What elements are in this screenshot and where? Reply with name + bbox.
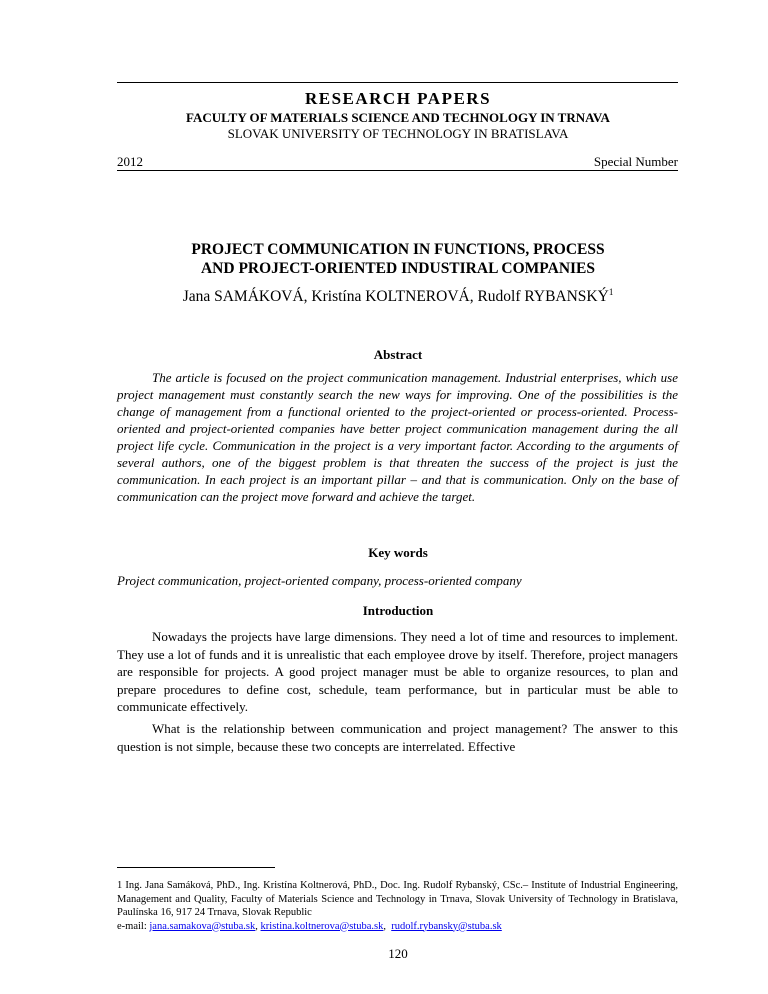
header-bottom-rule — [117, 170, 678, 171]
footnote-text: 1 Ing. Jana Samáková, PhD., Ing. Kristína Koltnerová, PhD., Doc. Ing. Rudolf Rybanský, CSc.– Institute of Industrial Engineering, Management and Quality, Faculty of Materials Science and Technology in Trnava, Slovak University of Technology in Bratislava, Paulínska 16, 917 24 Trnava, Slovak Republic — [117, 880, 678, 918]
email-link-samakova[interactable]: jana.samakova@stuba.sk — [149, 920, 256, 932]
footnote-separator — [117, 867, 275, 868]
footnote-email-label: e-mail: — [117, 920, 150, 932]
faculty-name: FACULTY OF MATERIALS SCIENCE AND TECHNOLOGY IN TRNAVA — [186, 110, 610, 125]
keywords-heading: Key words — [368, 545, 428, 560]
abstract-text: The article is focused on the project communication management. Industrial enterprises, which use project management must constantly search the new ways for improving. One of the possibilities is the change of management from a functional oriented to the project-oriented or process-oriented. Process-oriented and project-oriented companies have better project communication management during the all project life cycle. Communication in the project is a very important factor. According to the arguments of several authors, one of the biggest problem is that threaten the success of the project is just the communication. In each project is an important pillar – and that is communication. Only on the base of communication can the project move forward and achieve the target. — [117, 370, 678, 504]
email-link-rybansky[interactable]: rudolf.rybansky@stuba.sk — [391, 920, 502, 932]
email-link-koltnerova[interactable]: kristina.koltnerova@stuba.sk — [260, 920, 384, 932]
paper-title — [100, 240, 696, 278]
paper-title-line-1: PROJECT COMMUNICATION IN FUNCTIONS, PROCESS — [191, 241, 605, 258]
header-top-rule — [117, 82, 678, 83]
author-footnote-mark: 1 — [608, 287, 614, 297]
keywords-text: Project communication, project-oriented company, process-oriented company — [117, 573, 522, 588]
introduction-paragraph-1: Nowadays the projects have large dimensions. They need a lot of time and resources to implement. They use a lot of funds and it is unrealistic that each employee drove by itself. Therefore, project managers are responsible for projects. A good project manager must be able to organize resources, to plan and prepare procedures to define cost, schedule, team performance, but in particular must be able to communicate effectively. — [117, 629, 678, 714]
issue-label: Special Number — [593, 154, 678, 169]
university-name: SLOVAK UNIVERSITY OF TECHNOLOGY IN BRATISLAVA — [227, 126, 569, 141]
authors — [100, 287, 696, 306]
abstract-heading: Abstract — [373, 347, 423, 362]
footnote: 1 Ing. Jana Samáková, PhD., Ing. Kristína Koltnerová, PhD., Doc. Ing. Rudolf Rybanský, CSc.– Institute of Industrial Engineering, Management and Quality, Faculty of Materials Science and Technology in Trnava, Slovak University of Technology in Bratislava, Paulínska 16, 917 24 Trnava, Slovak Republic e-mail: jana.samakova@stuba.sk, kristina.koltnerova@stuba.sk, rudolf.rybansky@stuba.sk — [117, 880, 678, 932]
journal-title: RESEARCH PAPERS — [304, 89, 492, 108]
introduction-paragraph-2: What is the relationship between communication and project management? The answer to this question is not simple, because these two concepts are interrelated. Effective — [117, 721, 678, 754]
publication-year: 2012 — [117, 154, 143, 169]
introduction-heading: Introduction — [362, 603, 434, 618]
page-number: 120 — [388, 946, 408, 961]
author-names: Jana SAMÁKOVÁ, Kristína KOLTNEROVÁ, Rudolf RYBANSKÝ — [182, 288, 609, 306]
paper-title-line-2: AND PROJECT-ORIENTED INDUSTIRAL COMPANIES — [200, 260, 596, 277]
